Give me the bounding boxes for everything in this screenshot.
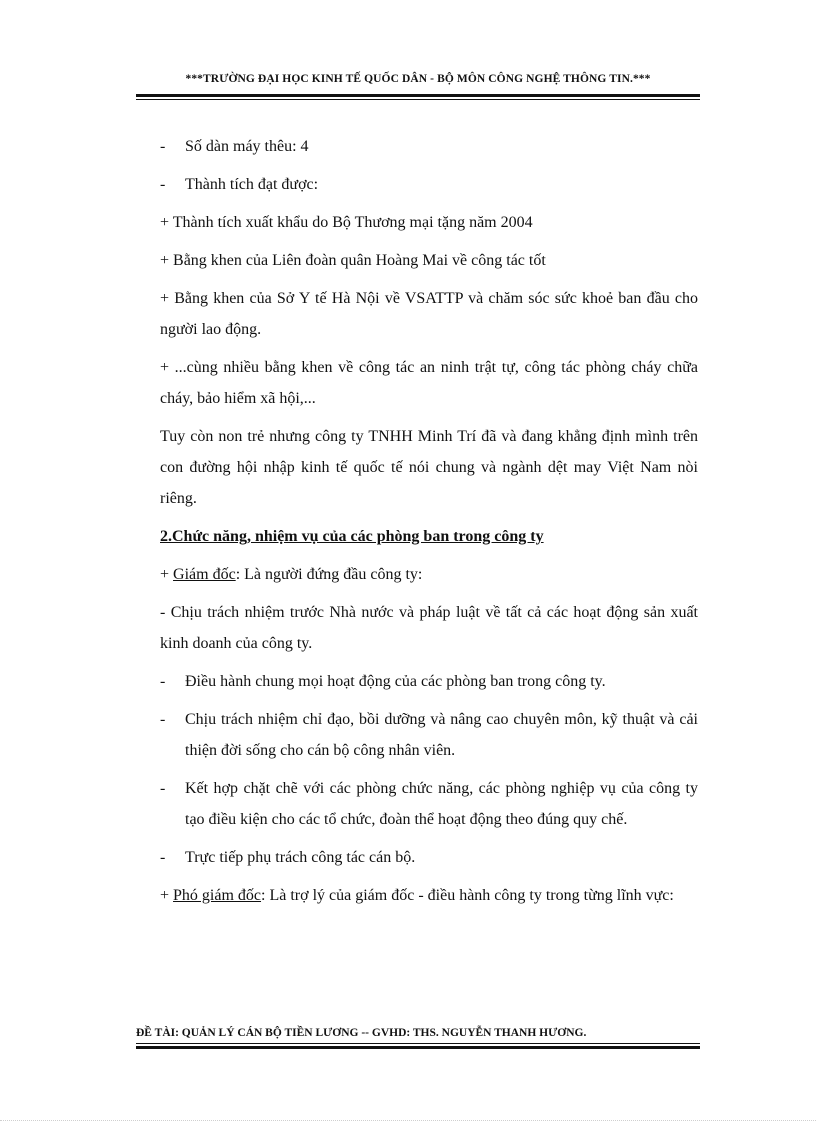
dash-marker: - <box>160 138 166 155</box>
list-item-text: Trực tiếp phụ trách công tác cán bộ. <box>185 849 416 866</box>
list-item <box>160 169 698 200</box>
list-item <box>160 842 698 873</box>
achievement-line: + Bằng khen của Sở Y tế Hà Nội về VSATTP và chăm sóc sức khoẻ ban đầu cho người lao động. <box>160 290 698 338</box>
deputy-title: Phó giám đốc <box>173 887 262 904</box>
list-item <box>160 704 698 766</box>
achievement-line: + ...cùng nhiều bằng khen về công tác an ninh trật tự, công tác phòng cháy chữa cháy, bảo hiểm xã hội,... <box>160 359 698 407</box>
director-line <box>160 559 698 590</box>
page-edge-dots <box>0 1120 816 1121</box>
document-body <box>160 131 698 918</box>
list-item-text: Điều hành chung mọi hoạt động của các phòng ban trong công ty. <box>185 673 606 690</box>
dash-marker: - <box>160 176 166 193</box>
deputy-prefix: + <box>160 887 174 904</box>
page-header: ***TRƯỜNG ĐẠI HỌC KINH TẾ QUỐC DÂN - BỘ MÔN CÔNG NGHỆ THÔNG TIN.*** <box>185 73 651 85</box>
footer-rule-thin <box>136 1043 700 1044</box>
summary-paragraph: Tuy còn non trẻ nhưng công ty TNHH Minh Trí đã và đang khẳng định mình trên con đường hội nhập kinh tế quốc tế nói chung và ngành dệt may Việt Nam nòi riêng. <box>160 428 698 507</box>
list-item-text: Thành tích đạt được: <box>185 176 319 193</box>
list-item <box>160 131 698 162</box>
list-item-text: Số dàn máy thêu: 4 <box>185 138 309 155</box>
achievement-line: + Thành tích xuất khẩu do Bộ Thương mại tặng năm 2004 <box>160 214 533 231</box>
section-heading: 2.Chức năng, nhiệm vụ của các phòng ban trong công ty <box>160 528 544 545</box>
dash-marker: - <box>160 780 166 797</box>
director-prefix: + <box>160 566 174 583</box>
director-responsibility: - Chịu trách nhiệm trước Nhà nước và pháp luật về tất cả các hoạt động sản xuất kinh doanh của công ty. <box>160 604 698 652</box>
dash-marker: - <box>160 711 166 728</box>
director-title: Giám đốc <box>173 566 236 583</box>
page-footer: ĐỀ TÀI: QUẢN LÝ CÁN BỘ TIỀN LƯƠNG -- GVHD: THS. NGUYỄN THANH HƯƠNG. <box>136 1027 587 1039</box>
list-item <box>160 666 698 697</box>
dash-marker: - <box>160 849 166 866</box>
list-item-text: Kết hợp chặt chẽ với các phòng chức năng, các phòng nghiệp vụ của công ty tạo điều kiện cho các tổ chức, đoàn thể hoạt động theo đúng quy chế. <box>185 780 698 828</box>
achievement-line: + Bằng khen của Liên đoàn quân Hoàng Mai về công tác tốt <box>160 252 546 269</box>
dash-marker: - <box>160 673 166 690</box>
director-text: : Là người đứng đầu công ty: <box>235 566 423 583</box>
header-rule-thick <box>136 94 700 97</box>
footer-rule-thick <box>136 1046 700 1049</box>
list-item-text: Chịu trách nhiệm chỉ đạo, bồi dưỡng và nâng cao chuyên môn, kỹ thuật và cải thiện đời sống cho cán bộ công nhân viên. <box>185 711 698 759</box>
deputy-text: : Là trợ lý của giám đốc - điều hành công ty trong từng lĩnh vực: <box>261 887 674 904</box>
deputy-director-line <box>160 880 698 911</box>
header-rule-thin <box>136 99 700 100</box>
list-item <box>160 773 698 835</box>
